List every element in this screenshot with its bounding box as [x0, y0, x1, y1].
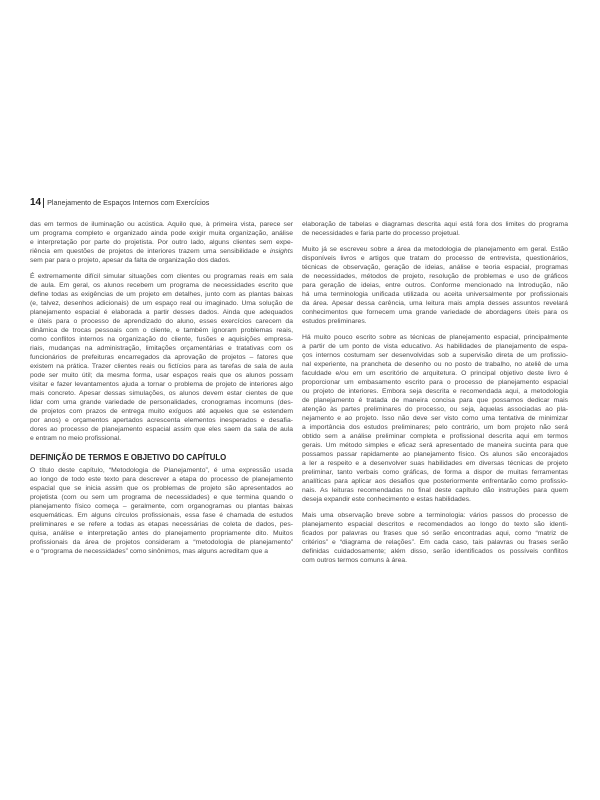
paragraph	[302, 511, 568, 565]
text-line: planejamento espacial é elaborada a partir desses dados. Ainda que adequados	[30, 308, 293, 316]
text-line: Mais uma observação breve sobre a terminologia: vários passos do processo de	[302, 511, 568, 519]
left-column	[30, 220, 293, 556]
text-line: lidar com uma grande variedade de personalidades, cronogramas incomuns (des-	[30, 398, 293, 406]
text-line: profissionais da área de projetos consideram a “metodologia de planejamento”	[30, 538, 293, 546]
text-line: ao longo de todo este texto para descrever a etapa do processo de planejamento	[30, 475, 293, 483]
text-line: riais, mudanças na administração, limitações orçamentárias e tratativas com os	[30, 344, 293, 352]
text-line: preliminar, tanto verbais como gráficas, de forma a dispor de muitas ferramentas	[302, 468, 568, 476]
text-line: de necessidades e faria parte do processo projetual.	[302, 229, 460, 237]
paragraph	[30, 272, 293, 443]
section-paragraphs	[30, 466, 293, 556]
text-line: nal experiente, na prancheta de desenho ou no posto de trabalho, no ateliê de uma	[302, 360, 568, 368]
text-line: possamos passar rapidamente ao planejamento físico. Os alunos são encorajados	[302, 450, 568, 458]
text-line: e o “programa de necessidades” como sinônimos, mas alguns acreditam que a	[30, 547, 269, 555]
header-divider	[43, 198, 44, 208]
paragraph	[302, 245, 568, 326]
section-heading: DEFINIÇÃO DE TERMOS E OBJETIVO DO CAPÍTULO	[30, 452, 227, 462]
text-line: esquemáticas. Em alguns círculos profissionais, essa fase é chamada de estudos	[30, 511, 293, 519]
page-number: 14	[30, 197, 42, 208]
text-line: e entram no meio profissional.	[30, 434, 122, 442]
right-column	[302, 220, 568, 565]
text-line: Muito já se escreveu sobre a área da metodologia de planejamento em geral. Estão	[302, 245, 568, 253]
text-line: funcionários de prefeituras encarregados da aprovação de projetos – fatores que	[30, 353, 293, 361]
text-line: técnicas de observação, geração de ideias, análise e teoria espacial, programas	[302, 263, 568, 271]
text-line: (e, talvez, desenhos adicionais) de um espaço real ou imaginado. Uma solução de	[30, 299, 293, 307]
text-line: ços internos costumam ser desenvolvidas sob a supervisão direta de um profissio-	[302, 351, 568, 359]
text-line: por anos) e orçamentos apertados acrescenta elementos inesperados e desafia-	[30, 416, 293, 424]
text-line: ficados por palavras ou frases que só serão encontradas aqui, como “matriz de	[302, 529, 568, 537]
running-title: Planejamento de Espaços Internos com Exercícios	[47, 198, 210, 207]
text-line: preliminares e se refere a todas as etapas necessárias de coleta de dados, pes-	[30, 520, 293, 528]
running-header	[30, 197, 209, 209]
right-paragraphs	[302, 220, 568, 565]
text-line: e úteis para o processo de aprendizado do aluno, esses exercícios carecem da	[30, 317, 293, 325]
paragraph	[302, 333, 568, 504]
text-line: com outros termos comuns à área.	[302, 556, 408, 564]
italic-text: insights	[269, 247, 293, 255]
text-line: das em termos de iluminação ou acústica. Aquilo que, à primeira vista, parece ser	[30, 220, 293, 228]
text-line: planejamento espacial descritos e recomendados ao longo do texto são identi-	[302, 520, 568, 528]
text-line: existem na prática. Trazer clientes reais ou fictícios para as tarefas de sala de aula	[30, 362, 293, 370]
text-line: É extremamente difícil simular situações com clientes ou programas reais em sala	[30, 272, 293, 280]
text-line: dinâmica de trocas pessoais com o cliente, e também ignoram problemas reais,	[30, 326, 293, 334]
text-line: nais. As leituras recomendadas no final deste capítulo dão instruções para quem	[302, 486, 568, 494]
text-line: definidas cuidadosamente; além disso, serão identificados os possíveis conflitos	[302, 547, 568, 555]
text-line: O título deste capítulo, “Metodologia de Planejamento”, é uma expressão usada	[30, 466, 293, 474]
text-line: dores ao processo de planejamento espacial assim que eles saem da sala de aula	[30, 425, 293, 433]
text-line: planejamento físico começa – geralmente, com organogramas ou plantas baixas	[30, 502, 293, 510]
text-line: da área. Apesar dessa carência, uma leitura mais ampla desses assuntos revelará	[302, 299, 568, 307]
text-line	[30, 247, 293, 256]
text-line: conhecimentos que fornecem uma grande variedade de abordagens úteis para os	[302, 308, 568, 316]
paragraph	[30, 220, 293, 265]
intro-paragraphs	[30, 220, 293, 443]
text-line: quisa, análise e interpretação antes do planejamento propriamente dito. Muitos	[30, 529, 293, 537]
text-line: deseja expandir este conhecimento e estas habilidades.	[302, 495, 471, 503]
text-line: a partir de um ponto de vista educativo. As habilidades de planejamento de espa-	[302, 342, 568, 350]
text-line: de necessidades, métodos de projeto, resolução de problemas e uso de gráficos	[302, 272, 568, 280]
text-run: riência em questões de projetos de interiores trazem uma sensibilidade e	[30, 247, 270, 255]
text-line: para geração de ideias, entre outros. Conforme mencionado na Introdução, não	[302, 281, 568, 289]
text-line: faculdade e/ou em um escritório de arquitetura. O principal objetivo deste livro é	[302, 369, 568, 377]
text-line: elaboração de tabelas e diagramas descrita aqui está fora dos limites do programa	[302, 220, 568, 228]
text-line: obtido sem a análise preliminar completa e profissional descrita aqui em termos	[302, 432, 568, 440]
text-line: a importância dos estudos preliminares; pelo contrário, um bom projeto não será	[302, 423, 568, 431]
text-line: disponíveis livros e artigos que tratam do processo de entrevista, questionários,	[302, 254, 568, 262]
text-line: analíticas para aplicar aos desafios que posteriormente enfrentarão como profissio-	[302, 477, 568, 485]
text-line: atenção às partes preliminares do processo, ou seja, àquelas associadas ao pla-	[302, 405, 568, 413]
text-line: define todas as exigências de um projeto em detalhes, junto com as plantas baixas	[30, 290, 293, 298]
text-line: visitar e fazer levantamentos ajuda a tornar o problema de projeto de interiores algo	[30, 380, 293, 388]
text-line: de planejamento é tratada de maneira concisa para que possamos dedicar mais	[302, 396, 568, 404]
text-line: espacial que se inicia assim que os problemas de projeto são apresentados ao	[30, 484, 293, 492]
text-line: e interpretação por parte do projetista. Por outro lado, alguns clientes sem expe-	[30, 238, 293, 246]
text-line: um programa completo e organizado ainda pode exigir muita organização, análise	[30, 229, 293, 237]
text-line: de aula. Em geral, os alunos recebem um programa de necessidades escrito que	[30, 281, 293, 289]
text-line: sem par para o projeto, apesar da falta de organização dos dados.	[30, 256, 231, 264]
text-line: Há muito pouco escrito sobre as técnicas de planejamento espacial, principalmente	[302, 333, 568, 341]
text-line: de projetos com prazos de entrega muito exíguos até aqueles que se estendem	[30, 407, 293, 415]
paragraph	[30, 466, 293, 556]
text-line: como conflitos internos na organização do cliente, fusões e aquisições empresa-	[30, 335, 293, 343]
text-line: há uma terminologia unificada utilizada ou aceita universalmente por profissionais	[302, 290, 568, 298]
text-line: a ler a respeito e a desenvolver suas habilidades em diversas técnicas de projeto	[302, 459, 568, 467]
text-line: proporcionar um embasamento escrito para o processo de planejamento espacial	[302, 378, 568, 386]
text-line: mais concreto. Apesar dessas simulações, os alunos devem estar cientes de que	[30, 389, 293, 397]
text-line: critérios” e “diagrama de relações”. Em cada caso, tais palavras ou frases serão	[302, 538, 568, 546]
text-line: pode ser muito útil; da mesma forma, usar espaços reais que os alunos possam	[30, 371, 293, 379]
text-line: nejamento e ao projeto. Isso não deve ser visto como uma tentativa de minimizar	[302, 414, 568, 422]
paragraph	[302, 220, 568, 238]
text-line: gerais. Um método simples e eficaz será apresentado de maneira sucinta para que	[302, 441, 568, 449]
text-line: projetista (com ou sem um programa de necessidades) e que termina quando o	[30, 493, 293, 501]
text-line: ou projeto de interiores. Embora seja descrita e recomendada aqui, a metodologia	[302, 387, 568, 395]
text-line: estudos preliminares.	[302, 317, 367, 325]
